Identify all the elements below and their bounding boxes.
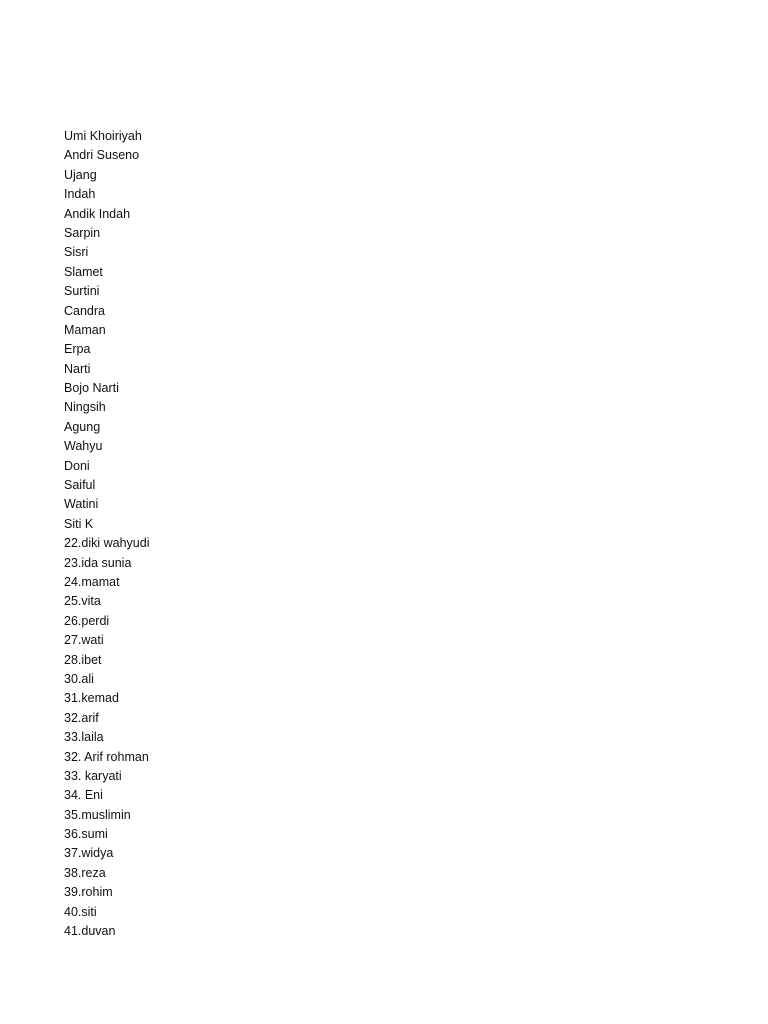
- list-item: Ujang: [64, 167, 97, 182]
- list-item: Surtini: [64, 284, 100, 299]
- list-item: 33.laila: [64, 730, 104, 745]
- list-item: Agung: [64, 419, 101, 434]
- list-item: Doni: [64, 458, 90, 473]
- list-item: Saiful: [64, 478, 96, 493]
- list-item: 41.duvan: [64, 924, 116, 939]
- list-item: Erpa: [64, 342, 91, 357]
- list-item: 34. Eni: [64, 788, 103, 803]
- list-item: Maman: [64, 322, 106, 337]
- list-item: Sisri: [64, 245, 89, 260]
- list-item: 35.muslimin: [64, 807, 131, 822]
- list-item: 25.vita: [64, 594, 101, 609]
- name-list: [64, 127, 149, 941]
- list-item: 23.ida sunia: [64, 555, 132, 570]
- list-item: Indah: [64, 187, 96, 202]
- list-item: 24.mamat: [64, 574, 120, 589]
- list-item: 37.widya: [64, 846, 114, 861]
- list-item: 38.reza: [64, 865, 106, 880]
- list-item: Watini: [64, 497, 99, 512]
- list-item: Umi Khoiriyah: [64, 129, 142, 143]
- list-item: 31.kemad: [64, 691, 119, 706]
- list-item: Andri Suseno: [64, 148, 140, 163]
- list-item: 36.sumi: [64, 827, 108, 842]
- list-item: Candra: [64, 303, 105, 318]
- list-item: Sarpin: [64, 225, 101, 240]
- list-item: 32. Arif rohman: [64, 749, 149, 764]
- list-item: Siti K: [64, 516, 94, 531]
- list-item: 26.perdi: [64, 613, 110, 628]
- list-item: 27.wati: [64, 633, 104, 648]
- list-item: Narti: [64, 361, 91, 376]
- list-item: 22.diki wahyudi: [64, 536, 150, 551]
- list-item: Andik Indah: [64, 206, 131, 221]
- list-item: Slamet: [64, 264, 103, 279]
- list-item: Bojo Narti: [64, 381, 119, 396]
- list-item: 28.ibet: [64, 652, 102, 667]
- list-item: Wahyu: [64, 439, 103, 454]
- list-item: Ningsih: [64, 400, 106, 415]
- list-item: 32.arif: [64, 710, 99, 725]
- list-item: 40.siti: [64, 904, 97, 919]
- list-item: 33. karyati: [64, 768, 122, 783]
- list-item: 30.ali: [64, 671, 94, 686]
- list-item: 39.rohim: [64, 885, 113, 900]
